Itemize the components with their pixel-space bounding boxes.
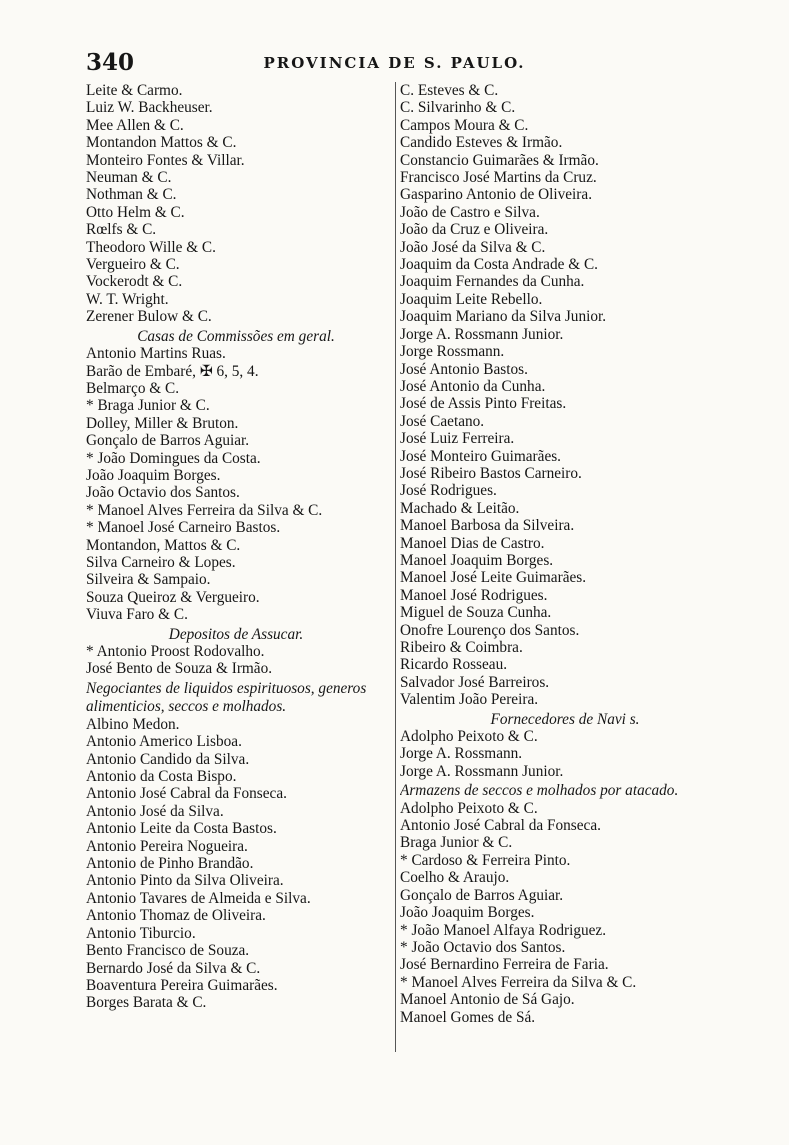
- list-entry: * Cardoso & Ferreira Pinto.: [400, 851, 571, 869]
- heading-sugar-depots: Depositos de Assucar.: [168, 625, 304, 643]
- list-entry: Silveira & Sampaio.: [86, 571, 211, 589]
- list-entry: Salvador José Barreiros.: [400, 673, 550, 691]
- list-entry: Campos Moura & C.: [400, 116, 529, 134]
- list-entry: Vergueiro & C.: [86, 256, 180, 274]
- list-entry: Antonio Pereira Nogueira.: [86, 837, 248, 855]
- list-entry: Adolpho Peixoto & C.: [400, 728, 538, 746]
- column-divider: [395, 82, 396, 1052]
- list-entry: Manoel José Rodrigues.: [400, 586, 548, 604]
- list-entry: João da Cruz e Oliveira.: [400, 221, 549, 239]
- list-entry: Jorge A. Rossmann Junior.: [400, 325, 564, 343]
- list-entry: * Manoel José Carneiro Bastos.: [86, 519, 281, 537]
- list-entry: Ricardo Rosseau.: [400, 656, 508, 674]
- list-entry: Miguel de Souza Cunha.: [400, 604, 552, 622]
- list-entry: Joaquim Leite Rebello.: [400, 290, 543, 308]
- page-title: PROVINCIA DE S. PAULO.: [263, 54, 526, 72]
- heading-wholesale-warehouses: Armazens de seccos e molhados por atacado.: [400, 782, 679, 800]
- list-entry: Jorge A. Rossmann Junior.: [400, 762, 564, 780]
- list-entry: Zerener Bulow & C.: [86, 308, 212, 326]
- list-entry: José Rodrigues.: [400, 482, 497, 500]
- list-entry: João Joaquim Borges.: [86, 466, 221, 484]
- list-entry: Barão de Embaré, ✠ 6, 5, 4.: [86, 362, 259, 380]
- right-list-merchants: [400, 82, 730, 709]
- list-entry: * Antonio Proost Rodovalho.: [86, 643, 265, 660]
- left-list-liquor-merchants: [86, 716, 386, 1012]
- list-entry: Luiz W. Backheuser.: [86, 99, 213, 117]
- list-entry: Antonio de Pinho Brandão.: [86, 855, 254, 873]
- left-column: [86, 82, 386, 1012]
- left-list-merchants: [86, 82, 386, 326]
- list-entry: Theodoro Wille & C.: [86, 238, 216, 256]
- left-list-sugar-depots: [86, 643, 386, 678]
- list-entry: * João Domingues da Costa.: [86, 449, 261, 467]
- list-entry: Antonio Tavares de Almeida e Silva.: [86, 889, 311, 907]
- list-entry: Manoel Gomes de Sá.: [400, 1008, 536, 1026]
- list-entry: W. T. Wright.: [86, 290, 169, 308]
- list-entry: João de Castro e Silva.: [400, 203, 540, 221]
- list-entry: Onofre Lourenço dos Santos.: [400, 621, 580, 639]
- list-entry: Manoel Joaquim Borges.: [400, 551, 554, 569]
- list-entry: Manoel José Leite Guimarães.: [400, 569, 587, 587]
- list-entry: João José da Silva & C.: [400, 238, 546, 256]
- list-entry: Valentim João Pereira.: [400, 691, 539, 709]
- list-entry: Bento Francisco de Souza.: [86, 942, 250, 960]
- list-entry: Constancio Guimarães & Irmão.: [400, 151, 599, 169]
- list-entry: Ribeiro & Coimbra.: [400, 639, 523, 656]
- list-entry: Rœlfs & C.: [86, 221, 157, 239]
- list-entry: José Luiz Ferreira.: [400, 430, 515, 448]
- list-entry: Montandon Mattos & C.: [86, 134, 237, 152]
- list-entry: Manoel Dias de Castro.: [400, 534, 545, 552]
- list-entry: Otto Helm & C.: [86, 203, 185, 221]
- list-entry: Francisco José Martins da Cruz.: [400, 169, 597, 187]
- list-entry: Antonio Americo Lisboa.: [86, 733, 242, 751]
- list-entry: Albino Medon.: [86, 715, 180, 733]
- list-entry: José Monteiro Guimarães.: [400, 447, 562, 465]
- right-column: [400, 82, 730, 1026]
- list-entry: * João Octavio dos Santos.: [400, 938, 566, 956]
- list-entry: Antonio Leite da Costa Bastos.: [86, 820, 277, 838]
- list-entry: Gasparino Antonio de Oliveira.: [400, 186, 593, 204]
- list-entry: Antonio José Cabral da Fonseca.: [400, 817, 601, 835]
- heading-liquor-merchants: Negociantes de liquidos espirituosos, generos alimenticios, seccos e molhados.: [86, 679, 367, 715]
- list-entry: Machado & Leitão.: [400, 499, 520, 517]
- list-entry: Gonçalo de Barros Aguiar.: [400, 886, 564, 904]
- list-entry: Candido Esteves & Irmão.: [400, 134, 563, 152]
- list-entry: José Antonio Bastos.: [400, 360, 528, 378]
- list-entry: Jorge Rossmann.: [400, 343, 505, 361]
- right-list-ship-suppliers: [400, 728, 730, 780]
- page-number: 340: [86, 49, 135, 76]
- list-entry: José Caetano.: [400, 412, 485, 430]
- list-entry: Dolley, Miller & Bruton.: [86, 414, 239, 432]
- list-entry: Antonio da Costa Bispo.: [86, 768, 237, 786]
- list-entry: José Ribeiro Bastos Carneiro.: [400, 464, 582, 482]
- list-entry: Nothman & C.: [86, 186, 177, 204]
- list-entry: Borges Barata & C.: [86, 994, 207, 1012]
- list-entry: Manoel Antonio de Sá Gajo.: [400, 991, 575, 1009]
- list-entry: * João Manoel Alfaya Rodriguez.: [400, 921, 607, 939]
- heading-commission-houses: Casas de Commissões em geral.: [137, 327, 335, 345]
- list-entry: Antonio Candido da Silva.: [86, 750, 250, 768]
- list-entry: Antonio Tiburcio.: [86, 924, 196, 942]
- list-entry: José de Assis Pinto Freitas.: [400, 395, 567, 413]
- list-entry: Joaquim Mariano da Silva Junior.: [400, 308, 607, 326]
- list-entry: Antonio Thomaz de Oliveira.: [86, 907, 266, 925]
- list-entry: Antonio José Cabral da Fonseca.: [86, 785, 287, 803]
- list-entry: Vockerodt & C.: [86, 273, 183, 291]
- page-header: [0, 50, 789, 76]
- list-entry: Mee Allen & C.: [86, 116, 184, 134]
- list-entry: Joaquim da Costa Andrade & C.: [400, 256, 598, 274]
- list-entry: Souza Queiroz & Vergueiro.: [86, 588, 260, 606]
- list-entry: Viuva Faro & C.: [86, 606, 188, 624]
- list-entry: Leite & Carmo.: [86, 82, 183, 99]
- list-entry: José Bernardino Ferreira de Faria.: [400, 956, 609, 974]
- list-entry: Montandon, Mattos & C.: [86, 536, 241, 554]
- list-entry: Manoel Barbosa da Silveira.: [400, 517, 575, 535]
- list-entry: Braga Junior & C.: [400, 834, 513, 852]
- list-entry: Boaventura Pereira Guimarães.: [86, 976, 278, 994]
- list-entry: * Manoel Alves Ferreira da Silva & C.: [86, 501, 323, 519]
- list-entry: Neuman & C.: [86, 169, 172, 187]
- list-entry: Gonçalo de Barros Aguiar.: [86, 432, 250, 450]
- list-entry: * Manoel Alves Ferreira da Silva & C.: [400, 973, 637, 991]
- list-entry: João Octavio dos Santos.: [86, 484, 240, 502]
- list-entry: Antonio José da Silva.: [86, 802, 224, 820]
- heading-ship-suppliers: Fornecedores de Navi s.: [490, 710, 640, 728]
- list-entry: C. Silvarinho & C.: [400, 99, 516, 117]
- list-entry: Silva Carneiro & Lopes.: [86, 553, 236, 571]
- list-entry: João Joaquim Borges.: [400, 904, 535, 922]
- list-entry: Antonio Martins Ruas.: [86, 345, 226, 363]
- list-entry: José Antonio da Cunha.: [400, 377, 546, 395]
- list-entry: * Braga Junior & C.: [86, 397, 210, 415]
- list-entry: Belmarço & C.: [86, 379, 180, 397]
- list-entry: Coelho & Araujo.: [400, 869, 510, 887]
- list-entry: Jorge A. Rossmann.: [400, 745, 523, 763]
- list-entry: José Bento de Souza & Irmão.: [86, 660, 273, 678]
- list-entry: Adolpho Peixoto & C.: [400, 799, 538, 817]
- right-list-wholesale-warehouses: [400, 800, 730, 1026]
- list-entry: Joaquim Fernandes da Cunha.: [400, 273, 585, 291]
- list-entry: C. Esteves & C.: [400, 82, 499, 99]
- list-entry: Antonio Pinto da Silva Oliveira.: [86, 872, 284, 890]
- left-list-commission-houses: [86, 345, 386, 624]
- list-entry: Monteiro Fontes & Villar.: [86, 151, 245, 169]
- list-entry: Bernardo José da Silva & C.: [86, 959, 261, 977]
